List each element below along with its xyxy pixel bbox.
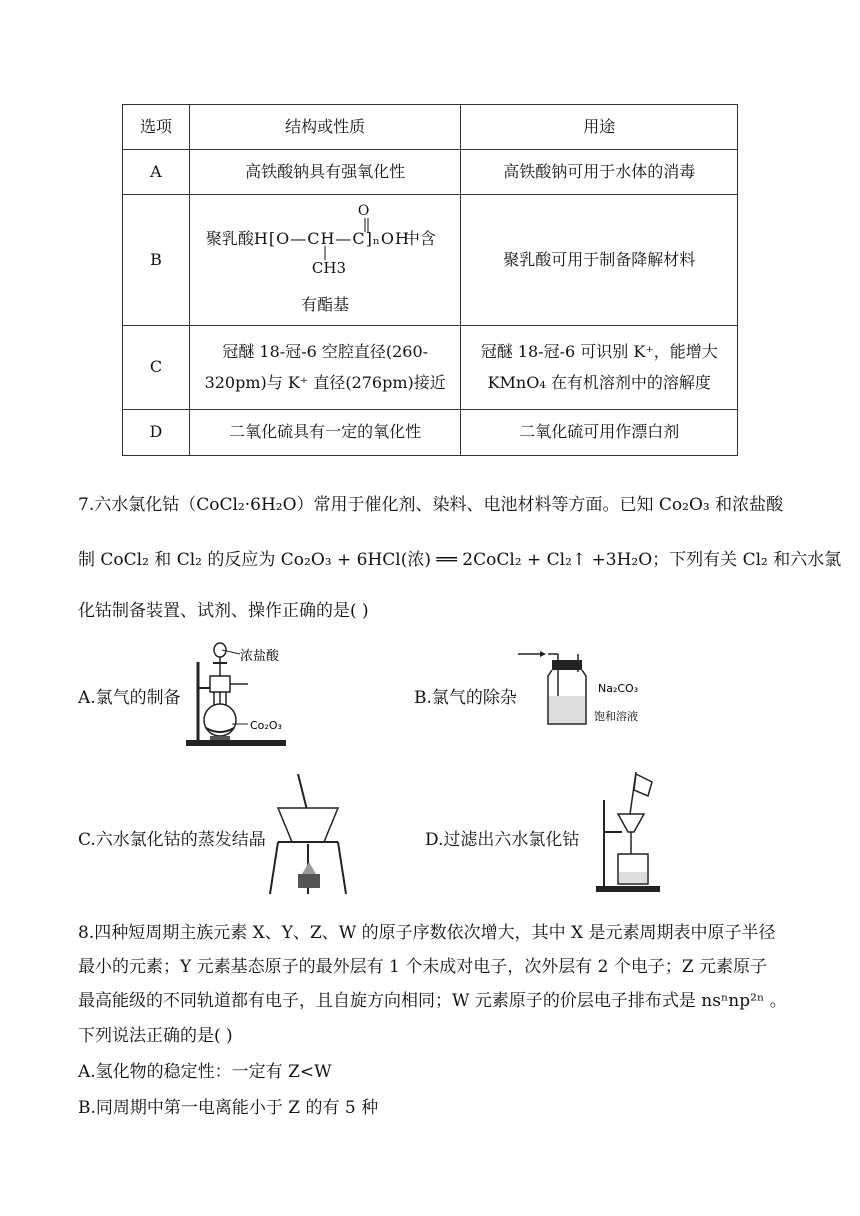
table-row: [123, 410, 738, 456]
q8-option-a[interactable]: A.氢化物的稳定性：一定有 Z<W: [78, 1062, 332, 1082]
table-row: [123, 326, 738, 410]
solid-label: Co₂O₃: [250, 719, 282, 732]
evaporation-dish-icon: [268, 774, 348, 898]
polylactic-formula: H[O—CH—C]ₙOH: [253, 228, 410, 248]
row-option: A: [123, 150, 190, 195]
gas-washing-bottle-icon: [518, 650, 658, 730]
q7-option-a[interactable]: A.氯气的制备: [78, 688, 181, 708]
acid-label: 浓盐酸: [240, 649, 280, 664]
row-use: 聚乳酸可用于制备降解材料: [461, 195, 738, 326]
chlorine-generation-apparatus-icon: [180, 632, 310, 754]
header-option: 选项: [123, 105, 190, 150]
property-line2: 有酯基: [301, 294, 350, 314]
q7-line2: 制 CoCl₂ 和 Cl₂ 的反应为 Co₂O₃ + 6HCl(浓) ══ 2CoCl₂ + Cl₂↑ +3H₂O；下列有关 Cl₂ 和六水氯: [78, 550, 842, 570]
methyl-group: CH3: [311, 258, 347, 277]
row-use: 高铁酸钠可用于水体的消毒: [461, 150, 738, 195]
row-property: 二氧化硫具有一定的氧化性: [189, 410, 461, 456]
row-property: [189, 326, 461, 410]
q7-line1: 7.六水氯化钴（CoCl₂·6H₂O）常用于催化剂、染料、电池材料等方面。已知 Co₂O₃ 和浓盐酸: [78, 495, 784, 515]
header-property: 结构或性质: [189, 105, 461, 150]
row-use: [461, 326, 738, 410]
q8-option-b[interactable]: B.同周期中第一电离能小于 Z 的有 5 种: [78, 1098, 379, 1118]
q7-option-b[interactable]: B.氯气的除杂: [414, 688, 517, 708]
options-table: [122, 104, 738, 456]
row-property-b: [189, 195, 461, 326]
q7-option-c[interactable]: C.六水氯化钴的蒸发结晶: [78, 830, 266, 850]
q8-line1: 8.四种短周期主族元素 X、Y、Z、W 的原子序数依次增大，其中 X 是元素周期表中原子半径: [78, 923, 776, 943]
property-line2: 320pm)与 K⁺ 直径(276pm)接近: [204, 372, 446, 392]
q8-line4: 下列说法正确的是( ): [78, 1026, 233, 1046]
q8-line2: 最小的元素；Y 元素基态原子的最外层有 1 个未成对电子，次外层有 2 个电子；Z 元素原子: [78, 957, 768, 977]
property-suffix: 中含: [403, 228, 436, 248]
property-line1: 冠醚 18-冠-6 空腔直径(260-: [222, 342, 429, 362]
header-use: 用途: [461, 105, 738, 150]
filtration-apparatus-icon: [592, 770, 682, 894]
row-property: 高铁酸钠具有强氧化性: [189, 150, 461, 195]
property-prefix: 聚乳酸: [205, 228, 254, 248]
table-header-row: [123, 105, 738, 150]
q8-line3: 最高能级的不同轨道都有电子，且自旋方向相同；W 元素原子的价层电子排布式是 nsⁿnp²ⁿ 。: [78, 991, 787, 1011]
table-row: [123, 195, 738, 326]
use-line2: KMnO₄ 在有机溶剂中的溶解度: [487, 372, 711, 392]
row-option: B: [123, 195, 190, 326]
q7-line3: 化钴制备装置、试剂、操作正确的是( ): [78, 601, 369, 621]
row-option: C: [123, 326, 190, 410]
carbonyl-o: O: [357, 202, 370, 219]
q7-option-d[interactable]: D.过滤出六水氯化钴: [425, 830, 580, 850]
reagent2-label: 饱和溶液: [594, 710, 638, 723]
reagent-label: Na₂CO₃: [598, 682, 639, 695]
use-line1: 冠醚 18-冠-6 可识别 K⁺，能增大: [480, 342, 718, 362]
row-option: D: [123, 410, 190, 456]
table-row: [123, 150, 738, 195]
row-use: 二氧化硫可用作漂白剂: [461, 410, 738, 456]
